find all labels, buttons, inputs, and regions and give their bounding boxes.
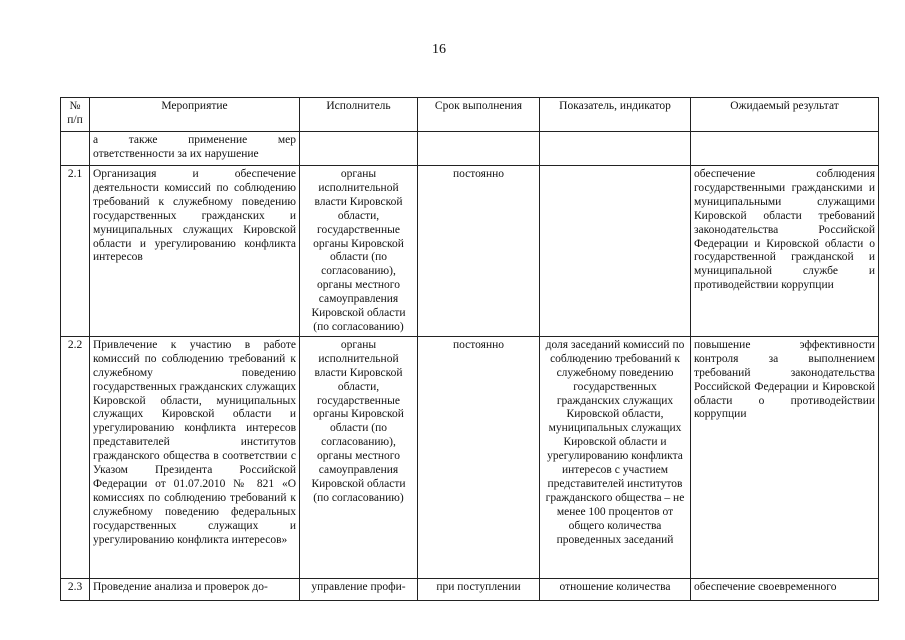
- header-deadline: Срок выполнения: [418, 98, 540, 132]
- cell-executor: [300, 132, 418, 166]
- cell-num: 2.1: [61, 166, 90, 337]
- cell-result: обеспечение соблюдения государственными гражданскими и муниципальными служащими Кировской области требований законодательства Российской Федерации и Кировской области о государственной гражданской и муниципальной службе и противодействии коррупции: [691, 166, 879, 337]
- cell-result: [691, 132, 879, 166]
- cell-num: [61, 132, 90, 166]
- cell-indicator: [540, 166, 691, 337]
- header-executor: Исполнитель: [300, 98, 418, 132]
- plan-table: [60, 97, 879, 601]
- table-row: [61, 578, 879, 600]
- cell-executor: управление профи-: [300, 578, 418, 600]
- cell-event: а также применение мер ответственности за их нарушение: [90, 132, 300, 166]
- table-header-row: [61, 98, 879, 132]
- cell-deadline: постоянно: [418, 336, 540, 578]
- cell-deadline: [418, 132, 540, 166]
- header-event: Мероприятие: [90, 98, 300, 132]
- table-row: [61, 336, 879, 578]
- cell-result: повышение эффективности контроля за выполнением требований законодательства Российской Федерации и Кировской области о противодействии коррупции: [691, 336, 879, 578]
- cell-executor: органы исполнительной власти Кировской области, государственные органы Кировской области (по согласованию), органы местного самоуправления Кировской области (по согласованию): [300, 166, 418, 337]
- cell-num: 2.3: [61, 578, 90, 600]
- table-row: [61, 166, 879, 337]
- cell-event: Привлечение к участию в работе комиссий по соблюдению требований к служебному поведению государственных гражданских служащих Кировской области, муниципальных служащих Кировской области и урегулированию конфликта интересов представителей институтов гражданского общества в соответствии с Указом Президента Российской Федерации от 01.07.2010 № 821 «О комиссиях по соблюдению требований к служебному поведению федеральных государственных служащих и урегулированию конфликта интересов»: [90, 336, 300, 578]
- header-indicator: Показатель, индикатор: [540, 98, 691, 132]
- cell-result: обеспечение своевременного: [691, 578, 879, 600]
- table-row: [61, 132, 879, 166]
- cell-event: Организация и обеспечение деятельности комиссий по соблюдению требований к служебному поведению государственных гражданских и муниципальных служащих Кировской области и урегулированию конфликта интересов: [90, 166, 300, 337]
- cell-indicator: доля заседаний комиссий по соблюдению требований к служебному поведению государственных гражданских служащих Кировской области, муниципальных служащих Кировской области и урегулированию конфликта интересов с участием представителей институтов гражданского общества – не менее 100 процентов от общего количества проведенных заседаний: [540, 336, 691, 578]
- cell-executor: органы исполнительной власти Кировской области, государственные органы Кировской области (по согласованию), органы местного самоуправления Кировской области (по согласованию): [300, 336, 418, 578]
- header-num: № п/п: [61, 98, 90, 132]
- cell-num: 2.2: [61, 336, 90, 578]
- header-result: Ожидаемый результат: [691, 98, 879, 132]
- cell-event: Проведение анализа и проверок до-: [90, 578, 300, 600]
- cell-indicator: [540, 132, 691, 166]
- cell-deadline: при поступлении: [418, 578, 540, 600]
- page-number: 16: [432, 42, 446, 57]
- cell-deadline: постоянно: [418, 166, 540, 337]
- cell-indicator: отношение количества: [540, 578, 691, 600]
